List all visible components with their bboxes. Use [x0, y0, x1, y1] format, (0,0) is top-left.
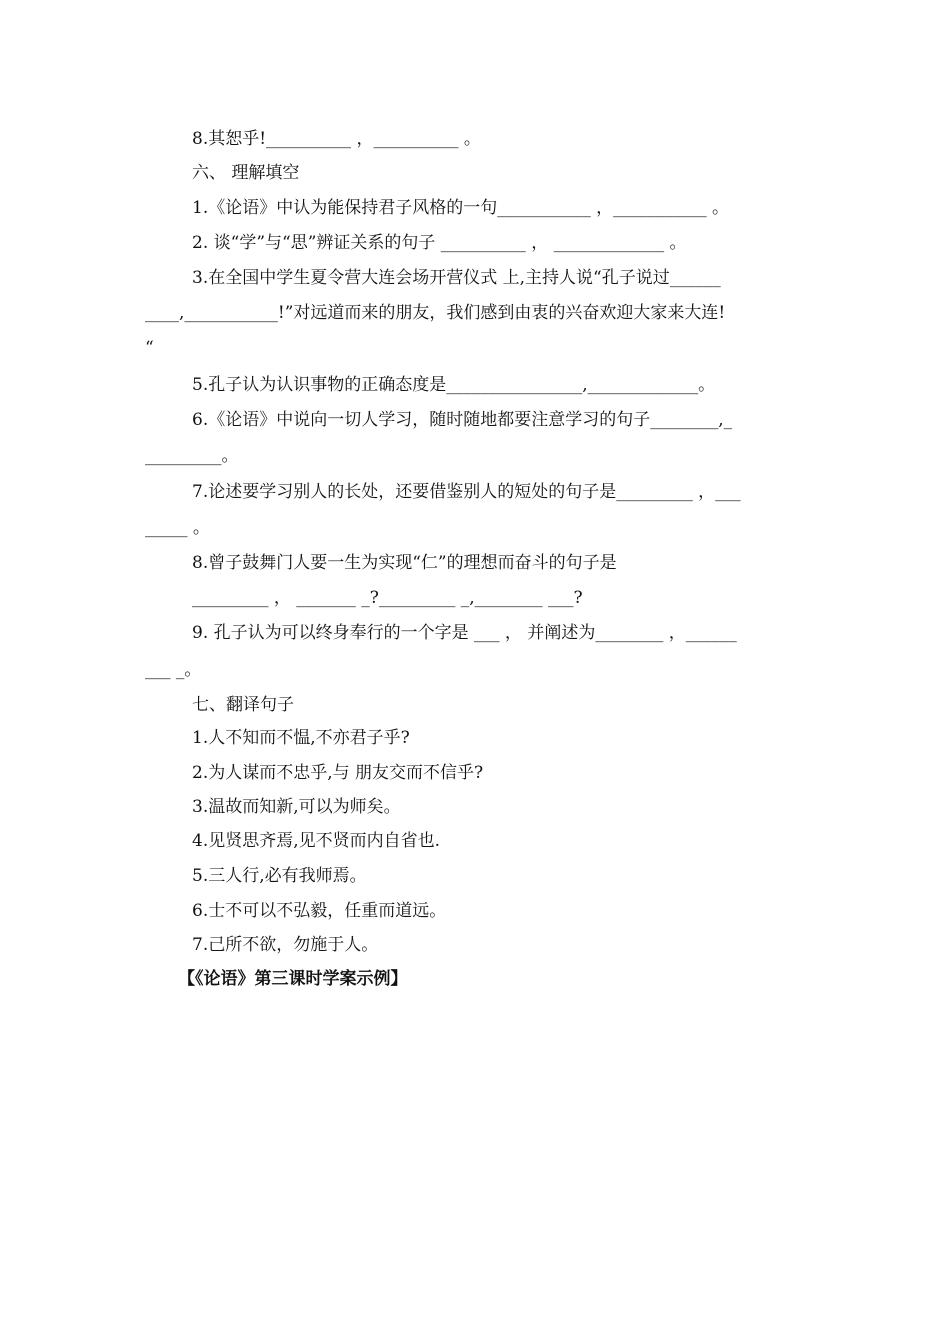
question-3-continued: ____,___________!”对远道而来的朋友，我们感到由衷的兴奋欢迎大家来大连! — [145, 303, 726, 323]
translate-item-5: 5.三人行,必有我师焉。 — [192, 866, 367, 886]
question-3-quote-mark: “ — [145, 338, 154, 358]
translate-item-6: 6.士不可以不弘毅，任重而道远。 — [192, 901, 447, 921]
question-9-continued: ___ _。 — [145, 660, 202, 680]
question-8-blanks: _________ ， _______ _?_________ _,________ ___? — [192, 588, 583, 608]
question-8: 8.曾子鼓舞门人要一生为实现“仁”的理想而奋斗的句子是 — [192, 553, 617, 573]
question-5: 5.孔子认为认识事物的正确态度是________________,_____________。 — [192, 375, 716, 395]
question-1: 1.《论语》中认为能保持君子风格的一句___________ ，___________ 。 — [192, 198, 730, 218]
translate-item-7: 7.己所不欲，勿施于人。 — [192, 935, 379, 955]
translate-item-1: 1.人不知而不愠,不亦君子乎? — [192, 728, 410, 748]
question-3: 3.在全国中学生夏令营大连会场开营仪式 上,主持人说“孔子说过______ — [192, 268, 721, 288]
section-heading-seven: 七、翻译句子 — [192, 695, 294, 715]
question-6-continued: _________。 — [145, 446, 239, 466]
question-7-continued: _____ 。 — [145, 518, 210, 538]
translate-item-4: 4.见贤思齐焉,见不贤而内自省也. — [192, 831, 441, 851]
question-9: 9. 孔子认为可以终身奉行的一个字是 ___ ， 并阐述为________ ，______ — [192, 623, 737, 643]
question-7: 7.论述要学习别人的长处，还要借鉴别人的短处的句子是_________ ，___ — [192, 482, 741, 502]
lesson-example-heading: 【《论语》第三课时学案示例】 — [178, 969, 408, 989]
translate-item-3: 3.温故而知新,可以为师矣。 — [192, 797, 401, 817]
translate-item-2: 2.为人谋而不忠乎,与 朋友交而不信乎? — [192, 763, 484, 783]
question-6: 6.《论语》中说向一切人学习，随时随地都要注意学习的句子________,_ — [192, 410, 733, 430]
fill-item-8-previous: 8.其恕乎!__________ ，__________ 。 — [192, 129, 481, 149]
question-2: 2. 谈“学”与“思”辨证关系的句子 __________ ， _____________ 。 — [192, 233, 687, 253]
section-heading-six: 六、 理解填空 — [192, 163, 300, 183]
